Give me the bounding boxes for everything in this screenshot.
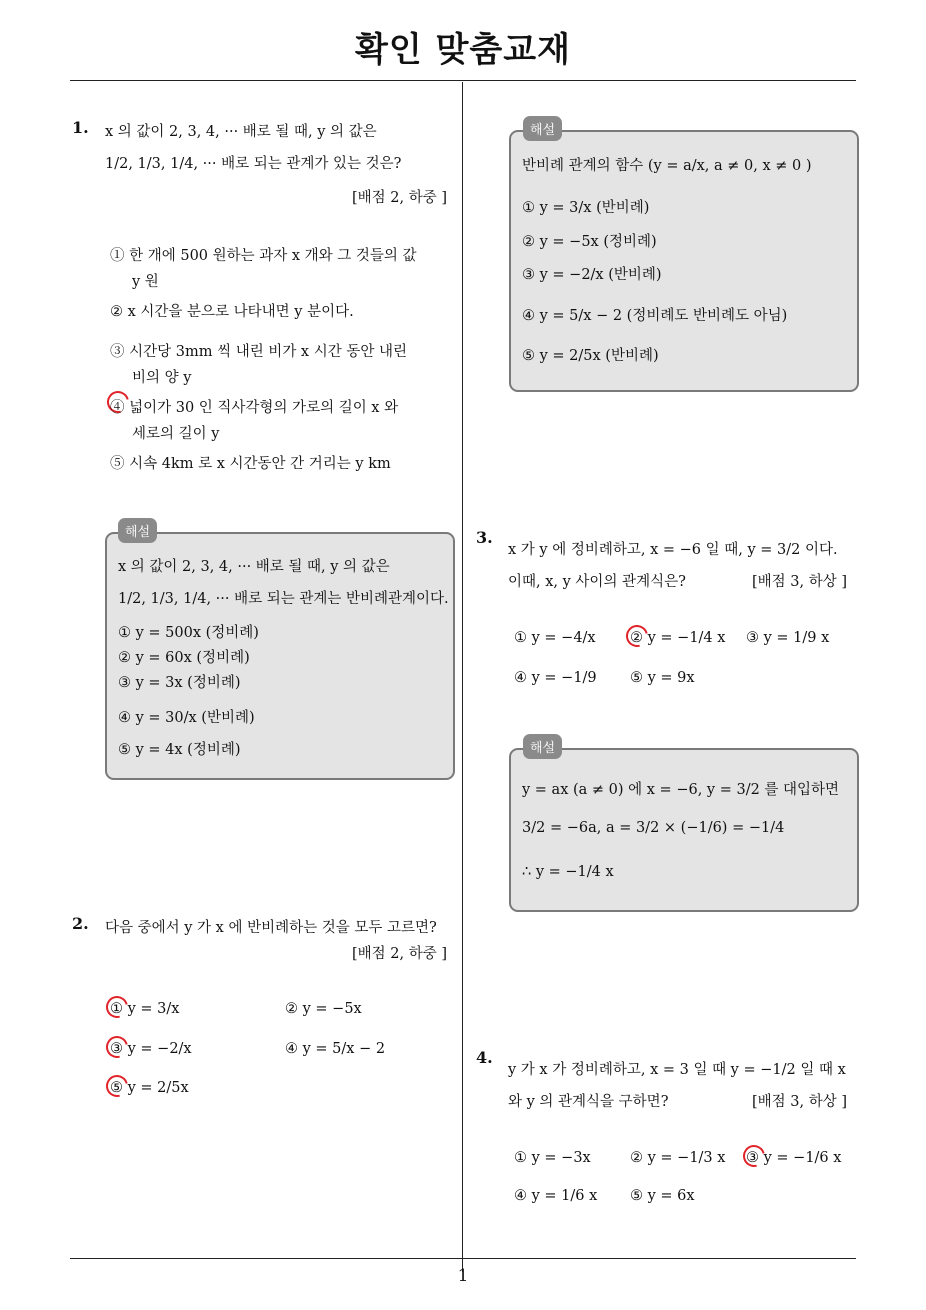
option-2[interactable]: ② x 시간을 분으로 나타내면 y 분이다. bbox=[110, 304, 354, 320]
top-rule bbox=[70, 80, 856, 81]
option-4-line-1[interactable]: ④ 넓이가 30 인 직사각형의 가로의 길이 x 와 bbox=[110, 400, 399, 416]
solution-line: ① y = 500x (정비례) bbox=[118, 625, 259, 641]
option-3-line-2: 비의 양 y bbox=[132, 370, 192, 386]
solution-line: ④ y = 5/x − 2 (정비례도 반비례도 아님) bbox=[522, 308, 788, 324]
page-title: 확인 맞춤교재 bbox=[355, 30, 571, 70]
solution-line: y = ax (a ≠ 0) 에 x = −6, y = 3/2 를 대입하면 bbox=[522, 782, 840, 798]
option-5[interactable]: ⑤ y = 6x bbox=[630, 1188, 695, 1204]
solution-line: ④ y = 30/x (반비례) bbox=[118, 710, 255, 726]
option-2[interactable]: ② y = −1/3 x bbox=[630, 1150, 726, 1166]
question-number: 3. bbox=[476, 528, 493, 547]
option-5[interactable]: ⑤ 시속 4km 로 x 시간동안 간 거리는 y km bbox=[110, 456, 391, 472]
option-2[interactable]: ② y = −5x bbox=[285, 1001, 362, 1017]
option-3[interactable]: ③ y = 1/9 x bbox=[746, 630, 830, 646]
question-stem-line-2: 이때, x, y 사이의 관계식은? bbox=[508, 574, 686, 590]
question-number: 4. bbox=[476, 1048, 493, 1067]
solution-tag: 해설 bbox=[523, 734, 562, 759]
option-5[interactable]: ⑤ y = 9x bbox=[630, 670, 695, 686]
option-4[interactable]: ④ y = −1/9 bbox=[514, 670, 597, 686]
option-5[interactable]: ⑤ y = 2/5x bbox=[110, 1080, 189, 1096]
solution-tag: 해설 bbox=[118, 518, 157, 543]
column-divider bbox=[462, 82, 463, 1272]
option-1[interactable]: ① y = −4/x bbox=[514, 630, 596, 646]
option-1[interactable]: ① y = −3x bbox=[514, 1150, 591, 1166]
solution-line: 1/2, 1/3, 1/4, ··· 배로 되는 관계는 반비례관계이다. bbox=[118, 591, 449, 607]
solution-line: ② y = 60x (정비례) bbox=[118, 650, 250, 666]
question-stem-line-1: x 가 y 에 정비례하고, x = −6 일 때, y = 3/2 이다. bbox=[508, 542, 838, 558]
option-3[interactable]: ③ y = −1/6 x bbox=[746, 1150, 842, 1166]
option-4[interactable]: ④ y = 1/6 x bbox=[514, 1188, 598, 1204]
option-3-line-1[interactable]: ③ 시간당 3mm 씩 내린 비가 x 시간 동안 내린 bbox=[110, 344, 407, 360]
solution-line: x 의 값이 2, 3, 4, ··· 배로 될 때, y 의 값은 bbox=[118, 559, 390, 575]
solution-line: ∴ y = −1/4 x bbox=[522, 864, 614, 880]
solution-line: ⑤ y = 2/5x (반비례) bbox=[522, 348, 659, 364]
solution-line: 반비례 관계의 함수 (y = a/x, a ≠ 0, x ≠ 0 ) bbox=[522, 158, 812, 174]
question-stem-line-1: x 의 값이 2, 3, 4, ··· 배로 될 때, y 의 값은 bbox=[105, 124, 377, 140]
question-meta: [배점 3, 하상 ] bbox=[752, 574, 848, 590]
option-4[interactable]: ④ y = 5/x − 2 bbox=[285, 1041, 386, 1057]
question-stem: 다음 중에서 y 가 x 에 반비례하는 것을 모두 고르면? bbox=[105, 920, 437, 936]
solution-line: ② y = −5x (정비례) bbox=[522, 234, 657, 250]
solution-tag: 해설 bbox=[523, 116, 562, 141]
option-1-line-1[interactable]: ① 한 개에 500 원하는 과자 x 개와 그 것들의 값 bbox=[110, 248, 417, 264]
solution-line: ③ y = −2/x (반비례) bbox=[522, 267, 662, 283]
option-4-line-2: 세로의 길이 y bbox=[132, 426, 220, 442]
solution-line: ⑤ y = 4x (정비례) bbox=[118, 742, 241, 758]
solution-line: 3/2 = −6a, a = 3/2 × (−1/6) = −1/4 bbox=[522, 820, 785, 836]
question-meta: [배점 2, 하중 ] bbox=[352, 946, 448, 962]
solution-line: ① y = 3/x (반비례) bbox=[522, 200, 650, 216]
option-1-line-2: y 원 bbox=[132, 274, 159, 290]
question-stem-line-1: y 가 x 가 정비례하고, x = 3 일 때 y = −1/2 일 때 x bbox=[508, 1062, 846, 1078]
question-stem-line-2: 1/2, 1/3, 1/4, ··· 배로 되는 관계가 있는 것은? bbox=[105, 156, 402, 172]
solution-line: ③ y = 3x (정비례) bbox=[118, 675, 241, 691]
page-number: 1 bbox=[457, 1266, 469, 1286]
question-number: 2. bbox=[72, 914, 89, 933]
option-2[interactable]: ② y = −1/4 x bbox=[630, 630, 726, 646]
option-1[interactable]: ① y = 3/x bbox=[110, 1001, 180, 1017]
question-number: 1. bbox=[72, 118, 89, 137]
bottom-rule bbox=[70, 1258, 856, 1259]
question-stem-line-2: 와 y 의 관계식을 구하면? bbox=[508, 1094, 669, 1110]
question-meta: [배점 3, 하상 ] bbox=[752, 1094, 848, 1110]
question-meta: [배점 2, 하중 ] bbox=[352, 190, 448, 206]
option-3[interactable]: ③ y = −2/x bbox=[110, 1041, 192, 1057]
